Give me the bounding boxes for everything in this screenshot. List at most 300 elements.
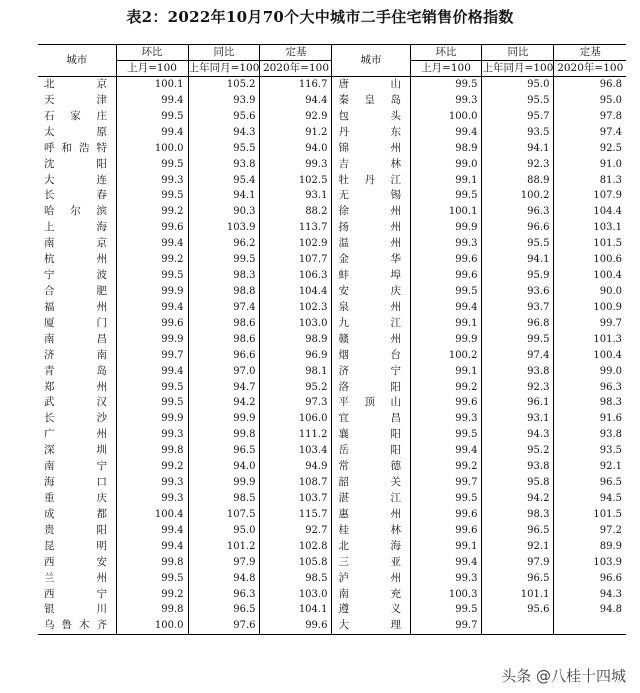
left-city-cell: 杭州 <box>44 253 108 266</box>
left-base-cell: 106.3 <box>260 268 332 284</box>
left-base-cell: 102.3 <box>260 300 332 316</box>
right-base-cell: 103.9 <box>554 555 626 571</box>
left-mom-cell: 99.3 <box>116 475 188 491</box>
right-mom-cell: 99.2 <box>410 459 482 475</box>
right-yoy-cell: 95.5 <box>482 236 554 252</box>
left-yoy-cell: 95.5 <box>188 141 260 157</box>
right-mom-cell: 99.5 <box>410 427 482 443</box>
left-mom-cell: 99.4 <box>116 364 188 380</box>
right-base-cell: 104.4 <box>554 204 626 220</box>
right-base-cell: 100.4 <box>554 348 626 364</box>
left-base-cell: 92.9 <box>260 109 332 125</box>
right-yoy-cell: 95.8 <box>482 475 554 491</box>
right-mom-cell: 99.9 <box>410 220 482 236</box>
left-base-cell: 102.9 <box>260 236 332 252</box>
left-mom-cell: 99.5 <box>116 188 188 204</box>
yoy-sub-left: 上年同月=100 <box>188 61 260 77</box>
right-city-cell: 金华 <box>332 252 410 268</box>
right-mom-cell: 99.4 <box>410 300 482 316</box>
right-city-cell: 泉州 <box>332 300 410 316</box>
left-yoy-cell: 98.6 <box>188 316 260 332</box>
left-base-cell: 96.9 <box>260 348 332 364</box>
left-yoy-cell: 96.2 <box>188 236 260 252</box>
table-row <box>38 555 626 571</box>
left-mom-cell: 100.0 <box>116 141 188 157</box>
left-base-cell: 103.7 <box>260 491 332 507</box>
left-mom-cell: 99.2 <box>116 587 188 603</box>
table-row <box>38 443 626 459</box>
left-base-cell: 102.8 <box>260 539 332 555</box>
left-yoy-cell: 99.9 <box>188 411 260 427</box>
left-city-cell: 福州 <box>44 300 108 313</box>
right-mom-cell: 99.3 <box>410 571 482 587</box>
right-base-cell: 101.3 <box>554 332 626 348</box>
left-mom-cell: 99.4 <box>116 236 188 252</box>
right-yoy-cell: 99.5 <box>482 332 554 348</box>
left-base-cell: 94.9 <box>260 459 332 475</box>
left-mom-cell: 99.8 <box>116 555 188 571</box>
right-base-cell: 101.5 <box>554 236 626 252</box>
right-city-cell: 锦州 <box>332 141 410 157</box>
table-row <box>38 507 626 523</box>
right-base-cell: 93.8 <box>554 427 626 443</box>
left-yoy-cell: 98.6 <box>188 332 260 348</box>
left-base-cell: 98.5 <box>260 571 332 587</box>
left-yoy-cell: 94.2 <box>188 395 260 411</box>
left-city-cell: 宁波 <box>44 269 108 282</box>
left-base-cell: 97.3 <box>260 395 332 411</box>
right-yoy-cell: 94.1 <box>482 252 554 268</box>
right-city-cell: 泸州 <box>332 571 410 587</box>
left-mom-cell: 99.2 <box>116 459 188 475</box>
left-mom-cell: 99.8 <box>116 602 188 618</box>
right-yoy-cell: 95.7 <box>482 109 554 125</box>
right-mom-cell: 99.4 <box>410 125 482 141</box>
left-yoy-cell: 96.5 <box>188 602 260 618</box>
right-yoy-cell <box>482 618 554 634</box>
table-row <box>38 348 626 364</box>
left-city-cell: 沈阳 <box>44 157 108 170</box>
right-city-cell: 秦皇岛 <box>332 93 410 109</box>
right-base-cell: 90.0 <box>554 284 626 300</box>
left-yoy-cell: 97.4 <box>188 300 260 316</box>
right-yoy-cell: 93.8 <box>482 459 554 475</box>
right-mom-cell: 99.1 <box>410 173 482 189</box>
left-base-cell: 111.2 <box>260 427 332 443</box>
left-mom-cell: 99.3 <box>116 173 188 189</box>
right-mom-cell: 99.4 <box>410 555 482 571</box>
left-city-cell: 郑州 <box>44 380 108 393</box>
right-mom-cell: 100.1 <box>410 204 482 220</box>
right-base-cell: 92.5 <box>554 141 626 157</box>
right-yoy-cell: 96.1 <box>482 395 554 411</box>
right-yoy-cell: 93.5 <box>482 125 554 141</box>
base-sub-right: 2020年=100 <box>554 61 626 77</box>
right-mom-cell: 99.5 <box>410 284 482 300</box>
left-city-cell: 上海 <box>44 221 108 234</box>
table-row <box>38 93 626 109</box>
left-yoy-cell: 90.3 <box>188 204 260 220</box>
right-base-cell: 99.7 <box>554 316 626 332</box>
left-city-cell: 石家庄 <box>44 109 108 122</box>
table-row <box>38 475 626 491</box>
table-row <box>38 380 626 396</box>
right-city-cell: 安庆 <box>332 284 410 300</box>
left-city-cell: 西安 <box>44 555 108 568</box>
right-city-cell: 岳阳 <box>332 443 410 459</box>
right-base-cell: 96.6 <box>554 571 626 587</box>
right-base-cell: 100.4 <box>554 268 626 284</box>
table-row <box>38 268 626 284</box>
right-yoy-cell: 95.6 <box>482 602 554 618</box>
left-mom-cell: 99.3 <box>116 427 188 443</box>
left-yoy-cell: 99.5 <box>188 252 260 268</box>
right-base-cell: 91.0 <box>554 157 626 173</box>
right-yoy-cell: 96.5 <box>482 523 554 539</box>
left-mom-cell: 99.6 <box>116 220 188 236</box>
left-city-cell: 哈尔滨 <box>44 205 108 218</box>
right-mom-cell: 99.6 <box>410 507 482 523</box>
right-yoy-cell: 95.2 <box>482 443 554 459</box>
left-yoy-cell: 97.9 <box>188 555 260 571</box>
left-base-cell: 103.0 <box>260 587 332 603</box>
right-base-cell: 97.4 <box>554 125 626 141</box>
left-yoy-cell: 96.5 <box>188 443 260 459</box>
right-mom-cell: 99.1 <box>410 364 482 380</box>
left-city-cell: 贵阳 <box>44 523 108 536</box>
left-city-cell: 长沙 <box>44 412 108 425</box>
left-city-cell: 太原 <box>44 125 108 138</box>
left-base-cell: 98.1 <box>260 364 332 380</box>
right-base-cell: 107.9 <box>554 188 626 204</box>
right-mom-cell: 99.5 <box>410 188 482 204</box>
right-mom-cell: 98.9 <box>410 141 482 157</box>
right-yoy-cell: 88.9 <box>482 173 554 189</box>
left-yoy-cell: 98.3 <box>188 268 260 284</box>
left-city-cell: 天津 <box>44 93 108 106</box>
yoy-header-right: 同比 <box>482 45 554 61</box>
left-city-cell: 呼和浩特 <box>44 141 108 154</box>
right-mom-cell: 99.7 <box>410 475 482 491</box>
right-mom-cell: 99.6 <box>410 252 482 268</box>
mom-header-left: 环比 <box>116 45 188 61</box>
right-yoy-cell: 94.1 <box>482 141 554 157</box>
left-city-cell: 青岛 <box>44 364 108 377</box>
right-yoy-cell: 101.1 <box>482 587 554 603</box>
left-yoy-cell: 107.5 <box>188 507 260 523</box>
right-base-cell: 91.6 <box>554 411 626 427</box>
right-city-cell: 三亚 <box>332 555 410 571</box>
right-base-cell: 94.8 <box>554 602 626 618</box>
right-yoy-cell: 92.3 <box>482 157 554 173</box>
right-base-cell: 96.3 <box>554 380 626 396</box>
right-city-cell: 包头 <box>332 109 410 125</box>
yoy-sub-right: 上年同月=100 <box>482 61 554 77</box>
left-mom-cell: 99.6 <box>116 316 188 332</box>
left-base-cell: 92.7 <box>260 523 332 539</box>
left-mom-cell: 99.9 <box>116 284 188 300</box>
right-city-cell: 洛阳 <box>332 380 410 396</box>
base-header-left: 定基 <box>260 45 332 61</box>
right-city-cell: 徐州 <box>332 204 410 220</box>
table-row <box>38 602 626 618</box>
mom-sub-right: 上月=100 <box>410 61 482 77</box>
left-mom-cell: 99.2 <box>116 204 188 220</box>
left-city-cell: 南京 <box>44 237 108 250</box>
left-city-cell: 大连 <box>44 173 108 186</box>
left-yoy-cell: 95.6 <box>188 109 260 125</box>
table-row <box>38 204 626 220</box>
right-base-cell: 89.9 <box>554 539 626 555</box>
left-mom-cell: 99.2 <box>116 252 188 268</box>
watermark: 头条 @八桂十四城 <box>497 664 630 687</box>
right-city-cell: 韶关 <box>332 475 410 491</box>
left-base-cell: 102.5 <box>260 173 332 189</box>
left-city-cell: 西宁 <box>44 587 108 600</box>
left-yoy-cell: 94.0 <box>188 459 260 475</box>
table-row <box>38 157 626 173</box>
right-base-cell: 97.8 <box>554 109 626 125</box>
table-row <box>38 300 626 316</box>
left-base-cell: 88.2 <box>260 204 332 220</box>
right-mom-cell: 99.3 <box>410 93 482 109</box>
left-mom-cell: 99.4 <box>116 300 188 316</box>
right-city-cell: 襄阳 <box>332 427 410 443</box>
table-row <box>38 618 626 634</box>
right-city-cell: 唐山 <box>332 77 410 93</box>
left-city-cell: 南昌 <box>44 332 108 345</box>
table-row <box>38 571 626 587</box>
right-city-cell: 大理 <box>332 618 410 634</box>
right-mom-cell: 99.5 <box>410 491 482 507</box>
right-yoy-cell: 96.5 <box>482 571 554 587</box>
right-city-cell: 济宁 <box>332 364 410 380</box>
right-base-cell: 92.1 <box>554 459 626 475</box>
base-header-right: 定基 <box>554 45 626 61</box>
table-row <box>38 77 626 93</box>
right-city-cell: 赣州 <box>332 332 410 348</box>
left-mom-cell: 100.0 <box>116 618 188 634</box>
right-yoy-cell: 93.1 <box>482 411 554 427</box>
right-mom-cell: 99.3 <box>410 236 482 252</box>
right-base-cell: 103.1 <box>554 220 626 236</box>
table-title: 表2：2022年10月70个大中城市二手住宅销售价格指数 <box>126 8 514 26</box>
city-header-right: 城市 <box>332 45 410 77</box>
right-mom-cell: 99.9 <box>410 332 482 348</box>
right-mom-cell: 99.5 <box>410 77 482 93</box>
right-base-cell: 97.2 <box>554 523 626 539</box>
left-mom-cell: 99.5 <box>116 571 188 587</box>
left-city-cell: 武汉 <box>44 396 108 409</box>
left-base-cell: 93.1 <box>260 188 332 204</box>
left-mom-cell: 99.5 <box>116 109 188 125</box>
table-row <box>38 141 626 157</box>
right-yoy-cell: 93.6 <box>482 284 554 300</box>
right-city-cell: 南充 <box>332 587 410 603</box>
left-base-cell: 99.6 <box>260 618 332 634</box>
right-city-cell: 湛江 <box>332 491 410 507</box>
left-mom-cell: 99.5 <box>116 380 188 396</box>
table-row <box>38 523 626 539</box>
right-base-cell: 94.5 <box>554 491 626 507</box>
table-row <box>38 395 626 411</box>
left-mom-cell: 100.4 <box>116 507 188 523</box>
left-base-cell: 94.0 <box>260 141 332 157</box>
left-base-cell: 116.7 <box>260 77 332 93</box>
right-city-cell: 平顶山 <box>332 395 410 411</box>
left-city-cell: 济南 <box>44 348 108 361</box>
left-mom-cell: 99.5 <box>116 268 188 284</box>
right-mom-cell: 99.0 <box>410 157 482 173</box>
left-mom-cell: 99.8 <box>116 443 188 459</box>
left-yoy-cell: 97.6 <box>188 618 260 634</box>
right-yoy-cell: 96.6 <box>482 220 554 236</box>
left-mom-cell: 99.5 <box>116 395 188 411</box>
right-yoy-cell: 95.5 <box>482 93 554 109</box>
left-city-cell: 重庆 <box>44 491 108 504</box>
right-yoy-cell: 97.9 <box>482 555 554 571</box>
table-row <box>38 427 626 443</box>
left-base-cell: 105.8 <box>260 555 332 571</box>
left-mom-cell: 99.4 <box>116 539 188 555</box>
right-yoy-cell: 92.1 <box>482 539 554 555</box>
right-yoy-cell: 93.8 <box>482 364 554 380</box>
left-yoy-cell: 97.0 <box>188 364 260 380</box>
table-row <box>38 459 626 475</box>
left-mom-cell: 99.9 <box>116 411 188 427</box>
left-mom-cell: 100.1 <box>116 77 188 93</box>
right-mom-cell: 99.6 <box>410 395 482 411</box>
right-mom-cell: 99.7 <box>410 618 482 634</box>
left-yoy-cell: 95.4 <box>188 173 260 189</box>
right-mom-cell: 99.3 <box>410 411 482 427</box>
left-base-cell: 91.2 <box>260 125 332 141</box>
right-mom-cell: 100.3 <box>410 587 482 603</box>
left-yoy-cell: 105.2 <box>188 77 260 93</box>
table-row <box>38 539 626 555</box>
table-row <box>38 173 626 189</box>
right-city-cell: 常德 <box>332 459 410 475</box>
right-base-cell: 100.9 <box>554 300 626 316</box>
table-row <box>38 188 626 204</box>
right-yoy-cell: 95.0 <box>482 77 554 93</box>
right-mom-cell: 99.5 <box>410 602 482 618</box>
right-base-cell: 93.5 <box>554 443 626 459</box>
left-base-cell: 98.9 <box>260 332 332 348</box>
left-city-cell: 乌鲁木齐 <box>38 618 116 634</box>
right-city-cell: 丹东 <box>332 125 410 141</box>
right-mom-cell: 99.6 <box>410 523 482 539</box>
right-base-cell: 94.3 <box>554 587 626 603</box>
left-yoy-cell: 96.3 <box>188 587 260 603</box>
right-city-cell: 牡丹江 <box>332 173 410 189</box>
table-row <box>38 332 626 348</box>
right-city-cell: 北海 <box>332 539 410 555</box>
left-yoy-cell: 98.5 <box>188 491 260 507</box>
right-base-cell <box>554 618 626 634</box>
left-mom-cell: 99.7 <box>116 348 188 364</box>
table-row <box>38 109 626 125</box>
left-base-cell: 108.7 <box>260 475 332 491</box>
right-city-cell: 无锡 <box>332 188 410 204</box>
right-city-cell: 温州 <box>332 236 410 252</box>
left-base-cell: 104.4 <box>260 284 332 300</box>
left-city-cell: 深圳 <box>44 444 108 457</box>
right-yoy-cell: 98.3 <box>482 507 554 523</box>
left-yoy-cell: 98.8 <box>188 284 260 300</box>
table-row <box>38 125 626 141</box>
right-city-cell: 扬州 <box>332 220 410 236</box>
left-yoy-cell: 96.6 <box>188 348 260 364</box>
right-yoy-cell: 97.4 <box>482 348 554 364</box>
right-base-cell: 95.0 <box>554 93 626 109</box>
right-mom-cell: 99.1 <box>410 539 482 555</box>
right-city-cell: 桂林 <box>332 523 410 539</box>
left-base-cell: 113.7 <box>260 220 332 236</box>
left-yoy-cell: 93.8 <box>188 157 260 173</box>
right-yoy-cell: 95.9 <box>482 268 554 284</box>
mom-sub-left: 上月=100 <box>116 61 188 77</box>
right-yoy-cell: 93.7 <box>482 300 554 316</box>
left-city-cell: 海口 <box>44 476 108 489</box>
right-mom-cell: 99.1 <box>410 316 482 332</box>
right-yoy-cell: 94.2 <box>482 491 554 507</box>
price-index-table <box>38 44 626 635</box>
left-base-cell: 103.0 <box>260 316 332 332</box>
left-yoy-cell: 93.9 <box>188 93 260 109</box>
table-row <box>38 364 626 380</box>
right-city-cell: 吉林 <box>332 157 410 173</box>
right-base-cell: 99.0 <box>554 364 626 380</box>
right-city-cell: 宜昌 <box>332 411 410 427</box>
left-yoy-cell: 103.9 <box>188 220 260 236</box>
table-row <box>38 252 626 268</box>
right-base-cell: 100.6 <box>554 252 626 268</box>
left-mom-cell: 99.9 <box>116 332 188 348</box>
right-mom-cell: 99.2 <box>410 380 482 396</box>
right-yoy-cell: 96.8 <box>482 316 554 332</box>
right-base-cell: 98.3 <box>554 395 626 411</box>
left-yoy-cell: 99.9 <box>188 475 260 491</box>
right-mom-cell: 100.2 <box>410 348 482 364</box>
right-yoy-cell: 92.3 <box>482 380 554 396</box>
base-sub-left: 2020年=100 <box>260 61 332 77</box>
table-row <box>38 284 626 300</box>
right-yoy-cell: 100.2 <box>482 188 554 204</box>
left-city-cell: 广州 <box>44 428 108 441</box>
right-base-cell: 101.5 <box>554 507 626 523</box>
yoy-header-left: 同比 <box>188 45 260 61</box>
left-city-cell: 昆明 <box>44 539 108 552</box>
left-yoy-cell: 94.8 <box>188 571 260 587</box>
left-base-cell: 107.7 <box>260 252 332 268</box>
right-base-cell: 81.3 <box>554 173 626 189</box>
left-city-cell: 成都 <box>44 507 108 520</box>
table-row <box>38 236 626 252</box>
left-mom-cell: 99.3 <box>116 491 188 507</box>
table-row <box>38 491 626 507</box>
table-row <box>38 411 626 427</box>
left-base-cell: 103.4 <box>260 443 332 459</box>
left-base-cell: 115.7 <box>260 507 332 523</box>
city-header-left: 城市 <box>38 45 116 77</box>
left-city-cell: 南宁 <box>44 460 108 473</box>
left-mom-cell: 99.5 <box>116 157 188 173</box>
left-city-cell: 长春 <box>44 189 108 202</box>
left-yoy-cell: 95.0 <box>188 523 260 539</box>
right-base-cell: 96.8 <box>554 77 626 93</box>
table-row <box>38 316 626 332</box>
